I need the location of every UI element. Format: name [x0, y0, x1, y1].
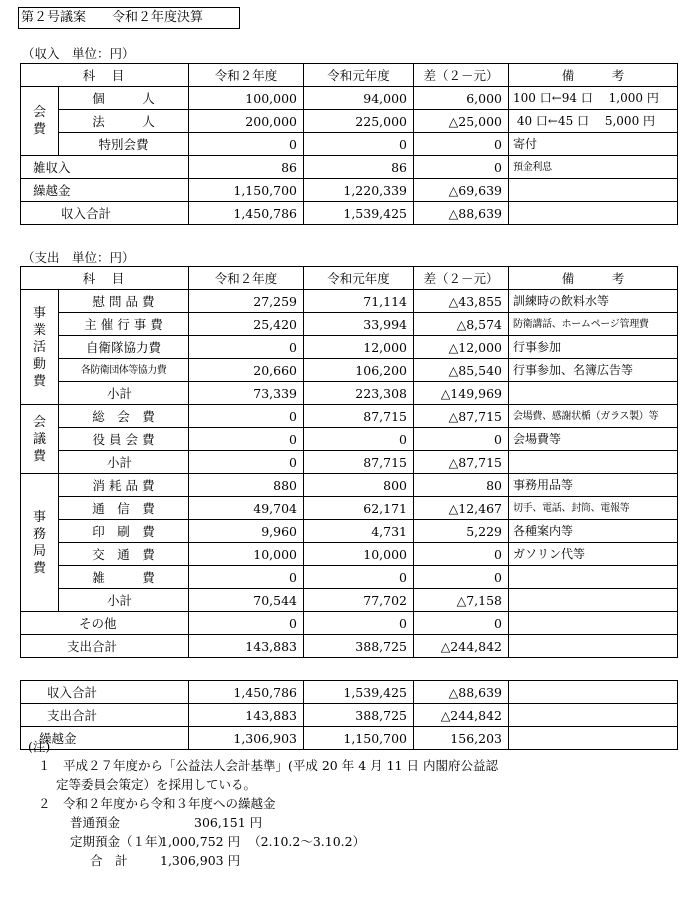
row-label: 自衛隊協力費 [59, 336, 189, 359]
cell-r2: 0 [189, 133, 304, 156]
cell-r1: 388,725 [304, 704, 414, 727]
cell-note: 訓練時の飲料水等 [509, 290, 678, 313]
table-row [21, 566, 678, 589]
header-r1: 令和元年度 [304, 64, 414, 87]
note-item-2: ２ 令和２年度から令和３年度への繰越金 [38, 796, 276, 811]
cell-note [509, 589, 678, 612]
cell-r1: 1,539,425 [304, 681, 414, 704]
cell-r2: 880 [189, 474, 304, 497]
cell-note: 行事参加 [509, 336, 678, 359]
cell-r1: 87,715 [304, 405, 414, 428]
cell-r2: 0 [189, 428, 304, 451]
header-note: 備 考 [509, 267, 678, 290]
cell-r1: 388,725 [304, 635, 414, 658]
table-row [21, 428, 678, 451]
cell-diff: △87,715 [414, 405, 509, 428]
cell-note [509, 566, 678, 589]
row-label: 主 催 行 事 費 [59, 313, 189, 336]
table-row [21, 405, 678, 428]
table-row [21, 635, 678, 658]
cell-diff: △244,842 [414, 704, 509, 727]
expense-header-row [21, 267, 678, 290]
cell-diff: △7,158 [414, 589, 509, 612]
header-subject: 科 目 [21, 64, 189, 87]
note-item-1: １ 平成２７年度から「公益法人会計基準」(平成 20 年 4 月 11 日 内閣府公益認 [38, 758, 498, 773]
cell-note: 40 口←45 口 5,000 円 [509, 110, 678, 133]
header-diff: 差（２－元） [414, 64, 509, 87]
cell-r1: 223,308 [304, 382, 414, 405]
cell-diff: 0 [414, 156, 509, 179]
row-label: 収入合計 [21, 681, 189, 704]
cell-r2: 25,420 [189, 313, 304, 336]
cell-r1: 77,702 [304, 589, 414, 612]
row-label: 個 人 [59, 87, 189, 110]
cell-r2: 49,704 [189, 497, 304, 520]
cell-r1: 94,000 [304, 87, 414, 110]
table-row [21, 156, 678, 179]
table-row [21, 179, 678, 202]
category-business-activity: 事 業 活 動 費 [21, 290, 59, 405]
cell-diff: △69,639 [414, 179, 509, 202]
cell-diff: △12,000 [414, 336, 509, 359]
cell-r1: 71,114 [304, 290, 414, 313]
header-note: 備 考 [509, 64, 678, 87]
deposit-amount: 306,151 円 [194, 815, 263, 830]
deposit-row [70, 851, 498, 870]
notes-section [28, 737, 498, 870]
cell-diff: 0 [414, 428, 509, 451]
agenda-number: 第２号議案 [21, 10, 87, 25]
table-row [21, 474, 678, 497]
cell-r1: 10,000 [304, 543, 414, 566]
cell-r2: 1,306,903 [189, 727, 304, 750]
income-header-row [21, 64, 678, 87]
cell-note [509, 179, 678, 202]
cell-diff: △43,855 [414, 290, 509, 313]
row-label: 小計 [59, 589, 189, 612]
cell-r2: 73,339 [189, 382, 304, 405]
table-row [21, 290, 678, 313]
subtotal-row [21, 451, 678, 474]
table-row [21, 543, 678, 566]
cell-note: ガソリン代等 [509, 543, 678, 566]
cell-note: 行事参加、名簿広告等 [509, 359, 678, 382]
table-row [21, 612, 678, 635]
subtotal-row [21, 589, 678, 612]
cell-diff: △88,639 [414, 202, 509, 225]
agenda-title: 令和２年度決算 [112, 10, 204, 25]
deposit-amount: 1,000,752 円 [160, 834, 241, 849]
cell-r2: 1,450,786 [189, 202, 304, 225]
expense-section-label: （支出 単位：円） [22, 250, 135, 265]
cell-note [509, 635, 678, 658]
deposit-label: 定期預金（１年） [70, 834, 171, 849]
cell-r1: 1,150,700 [304, 727, 414, 750]
cell-diff: △244,842 [414, 635, 509, 658]
row-label: 総 会 費 [59, 405, 189, 428]
cell-diff: △12,467 [414, 497, 509, 520]
category-membership: 会 費 [21, 87, 59, 156]
cell-note: 切手、電話、封筒、電報等 [509, 497, 678, 520]
cell-note: 会場費等 [509, 428, 678, 451]
cell-r1: 0 [304, 566, 414, 589]
table-row [21, 704, 678, 727]
row-label: 法 人 [59, 110, 189, 133]
cell-r2: 200,000 [189, 110, 304, 133]
cell-diff: 0 [414, 612, 509, 635]
cell-note [509, 704, 678, 727]
document-title [18, 7, 240, 29]
cell-r2: 10,000 [189, 543, 304, 566]
header-r2: 令和２年度 [189, 267, 304, 290]
cell-r1: 12,000 [304, 336, 414, 359]
income-table [20, 63, 678, 225]
deposit-extra: （2.10.2～3.10.2） [248, 834, 366, 849]
row-label: 繰越金 [21, 727, 189, 750]
cell-r2: 70,544 [189, 589, 304, 612]
category-meeting: 会 議 費 [21, 405, 59, 474]
cell-r1: 86 [304, 156, 414, 179]
note-item-1-cont: 定等委員会策定）を採用している。 [56, 777, 257, 792]
header-subject: 科 目 [21, 267, 189, 290]
cell-r2: 86 [189, 156, 304, 179]
row-label: 各防衛団体等協力費 [59, 359, 189, 382]
cell-diff: △149,969 [414, 382, 509, 405]
header-r2: 令和２年度 [189, 64, 304, 87]
row-label: 繰越金 [21, 179, 189, 202]
table-row [21, 87, 678, 110]
cell-diff: △87,715 [414, 451, 509, 474]
cell-r1: 106,200 [304, 359, 414, 382]
deposit-label: 普通預金 [70, 815, 121, 830]
table-row [21, 681, 678, 704]
cell-diff: △85,540 [414, 359, 509, 382]
row-label: その他 [21, 612, 189, 635]
row-label: 役 員 会 費 [59, 428, 189, 451]
cell-r1: 87,715 [304, 451, 414, 474]
cell-r2: 0 [189, 451, 304, 474]
cell-note: 100 口←94 口 1,000 円 [509, 87, 678, 110]
cell-diff: 0 [414, 133, 509, 156]
cell-r1: 62,171 [304, 497, 414, 520]
cell-r1: 1,539,425 [304, 202, 414, 225]
cell-note: 寄付 [509, 133, 678, 156]
cell-diff: 5,229 [414, 520, 509, 543]
cell-note: 預金利息 [509, 156, 678, 179]
cell-r2: 0 [189, 612, 304, 635]
cell-r2: 0 [189, 336, 304, 359]
notes-heading: (注) [28, 739, 51, 754]
header-diff: 差（２－元） [414, 267, 509, 290]
cell-diff: 80 [414, 474, 509, 497]
table-row [21, 336, 678, 359]
row-label: 慰 問 品 費 [59, 290, 189, 313]
cell-r2: 1,150,700 [189, 179, 304, 202]
subtotal-row [21, 382, 678, 405]
table-row [21, 359, 678, 382]
cell-diff: △25,000 [414, 110, 509, 133]
row-label: 収入合計 [21, 202, 189, 225]
cell-r1: 1,220,339 [304, 179, 414, 202]
row-label: 印 刷 費 [59, 520, 189, 543]
row-label: 小計 [59, 451, 189, 474]
cell-diff: △8,574 [414, 313, 509, 336]
cell-diff: △88,639 [414, 681, 509, 704]
deposit-row [70, 832, 498, 851]
cell-diff: 0 [414, 566, 509, 589]
cell-diff: 0 [414, 543, 509, 566]
cell-note [509, 612, 678, 635]
row-label: 通 信 費 [59, 497, 189, 520]
category-secretariat: 事 務 局 費 [21, 474, 59, 612]
income-section-label: （収入 単位：円） [22, 46, 135, 61]
cell-r2: 0 [189, 566, 304, 589]
cell-note: 各種案内等 [509, 520, 678, 543]
cell-r2: 100,000 [189, 87, 304, 110]
cell-r1: 0 [304, 133, 414, 156]
table-row [21, 202, 678, 225]
deposit-label: 合 計 [90, 853, 128, 868]
cell-note [509, 451, 678, 474]
cell-r2: 9,960 [189, 520, 304, 543]
cell-note: 防衛講話、ホームページ管理費 [509, 313, 678, 336]
row-label: 雑 費 [59, 566, 189, 589]
expense-table [20, 266, 678, 658]
cell-r2: 0 [189, 405, 304, 428]
cell-note: 事務用品等 [509, 474, 678, 497]
cell-r1: 0 [304, 612, 414, 635]
deposit-amount: 1,306,903 円 [160, 853, 241, 868]
table-row [21, 133, 678, 156]
cell-r1: 225,000 [304, 110, 414, 133]
cell-r1: 0 [304, 428, 414, 451]
table-row [21, 520, 678, 543]
row-label: 交 通 費 [59, 543, 189, 566]
cell-r2: 20,660 [189, 359, 304, 382]
cell-note [509, 681, 678, 704]
header-r1: 令和元年度 [304, 267, 414, 290]
cell-r1: 33,994 [304, 313, 414, 336]
table-row [21, 110, 678, 133]
row-label: 消 耗 品 費 [59, 474, 189, 497]
cell-r2: 143,883 [189, 704, 304, 727]
row-label: 特別会費 [59, 133, 189, 156]
cell-diff: 156,203 [414, 727, 509, 750]
row-label: 支出合計 [21, 635, 189, 658]
cell-r1: 800 [304, 474, 414, 497]
row-label: 小計 [59, 382, 189, 405]
cell-r1: 4,731 [304, 520, 414, 543]
row-label: 雑収入 [21, 156, 189, 179]
cell-r2: 143,883 [189, 635, 304, 658]
cell-note [509, 382, 678, 405]
deposit-row [70, 813, 498, 832]
cell-r2: 27,259 [189, 290, 304, 313]
row-label: 支出合計 [21, 704, 189, 727]
cell-note: 会場費、感謝状楯（ガラス製）等 [509, 405, 678, 428]
cell-diff: 6,000 [414, 87, 509, 110]
cell-note [509, 727, 678, 750]
cell-r2: 1,450,786 [189, 681, 304, 704]
table-row [21, 497, 678, 520]
cell-note [509, 202, 678, 225]
table-row [21, 313, 678, 336]
